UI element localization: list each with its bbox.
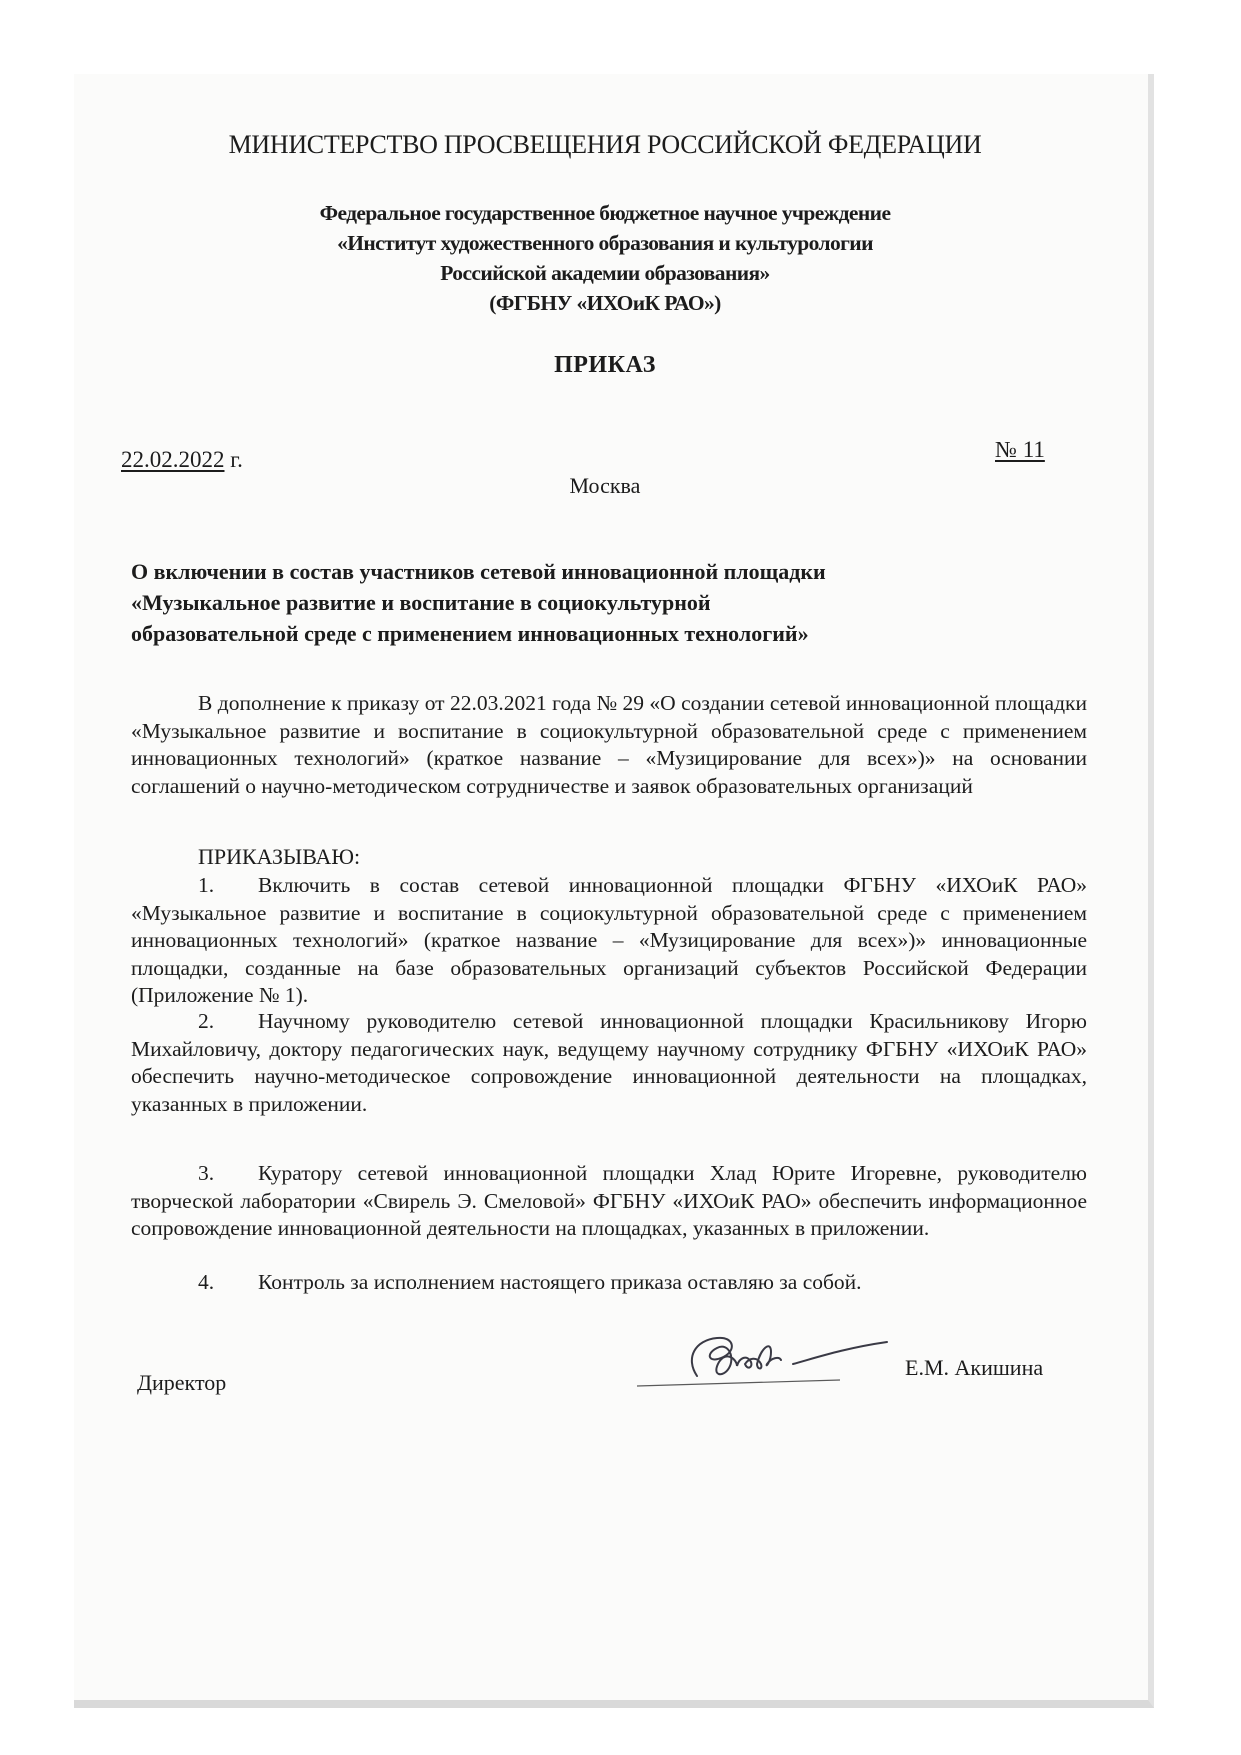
order-date-value: 22.02.2022 [121,447,225,472]
intro-paragraph: В дополнение к приказу от 22.03.2021 года № 29 «О создании сетевой инновационной площадки «Музыкальное развитие и воспитание в социокультурной образовательной среде с применением инновационных технологий» (краткое название – «Музицирование для всех»)» на основании соглашений о научно-методическом сотрудничестве и заявок образовательных организаций [131,691,1087,798]
signer-name: Е.М. Акишина [905,1355,1044,1380]
item-text: Включить в состав сетевой инновационной площадки ФГБНУ «ИХОиК РАО» «Музыкальное развитие и воспитание в социокультурной образовательной среде с применением инновационных технологий» (краткое название – «Музицирование для всех»)» инновационные площадки, созданные на базе образовательных организаций субъектов Российской Федерации (Приложение № 1). [131,873,1087,1007]
order-date-suffix: г. [224,447,243,472]
subject-line: «Музыкальное развитие и воспитание в социокультурной [131,590,711,615]
subject-line: О включении в состав участников сетевой инновационной площадки [131,559,826,584]
institution-block [0,198,1210,318]
order-item [131,1008,1087,1118]
order-title: ПРИКАЗ [554,352,656,378]
item-text: Куратору сетевой инновационной площадки Хлад Юрите Игоревне, руководителю творческой лаборатории «Свирель Э. Смеловой» ФГБНУ «ИХОиК РАО» обеспечить информационное сопровождение инновационной деятельности на площадках, указанных в приложении. [131,1161,1087,1240]
institution-line: Российской академии образования» [440,261,770,285]
handwritten-signature [625,1318,895,1408]
order-date [121,447,243,473]
item-number: 3. [198,1161,215,1185]
order-item [131,1160,1087,1243]
item-text: Научному руководителю сетевой инновационной площадки Красильникову Игорю Михайловичу, доктору педагогических наук, ведущему научному сотруднику ФГБНУ «ИХОиК РАО» обеспечить научно-методическое сопровождение инновационной деятельности на площадках, указанных в приложении. [131,1009,1087,1116]
order-number: № 11 [995,437,1045,462]
order-city: Москва [569,473,641,498]
order-command: ПРИКАЗЫВАЮ: [198,844,361,869]
institution-line: Федеральное государственное бюджетное научное учреждение [319,201,891,225]
item-number: 2. [198,1009,215,1033]
ministry-heading: МИНИСТЕРСТВО ПРОСВЕЩЕНИЯ РОССИЙСКОЙ ФЕДЕРАЦИИ [228,130,982,159]
order-subject [131,556,826,649]
institution-line: «Институт художественного образования и культурологии [337,231,873,255]
institution-abbreviation: (ФГБНУ «ИХОиК РАО») [489,291,721,315]
item-number: 1. [198,873,215,897]
item-number: 4. [198,1270,215,1294]
item-text: Контроль за исполнением настоящего приказа оставляю за собой. [258,1270,862,1294]
order-item [131,872,1087,1010]
order-item [131,1269,1087,1297]
subject-line: образовательной среде с применением инновационных технологий» [131,621,809,646]
signer-position: Директор [137,1370,227,1395]
